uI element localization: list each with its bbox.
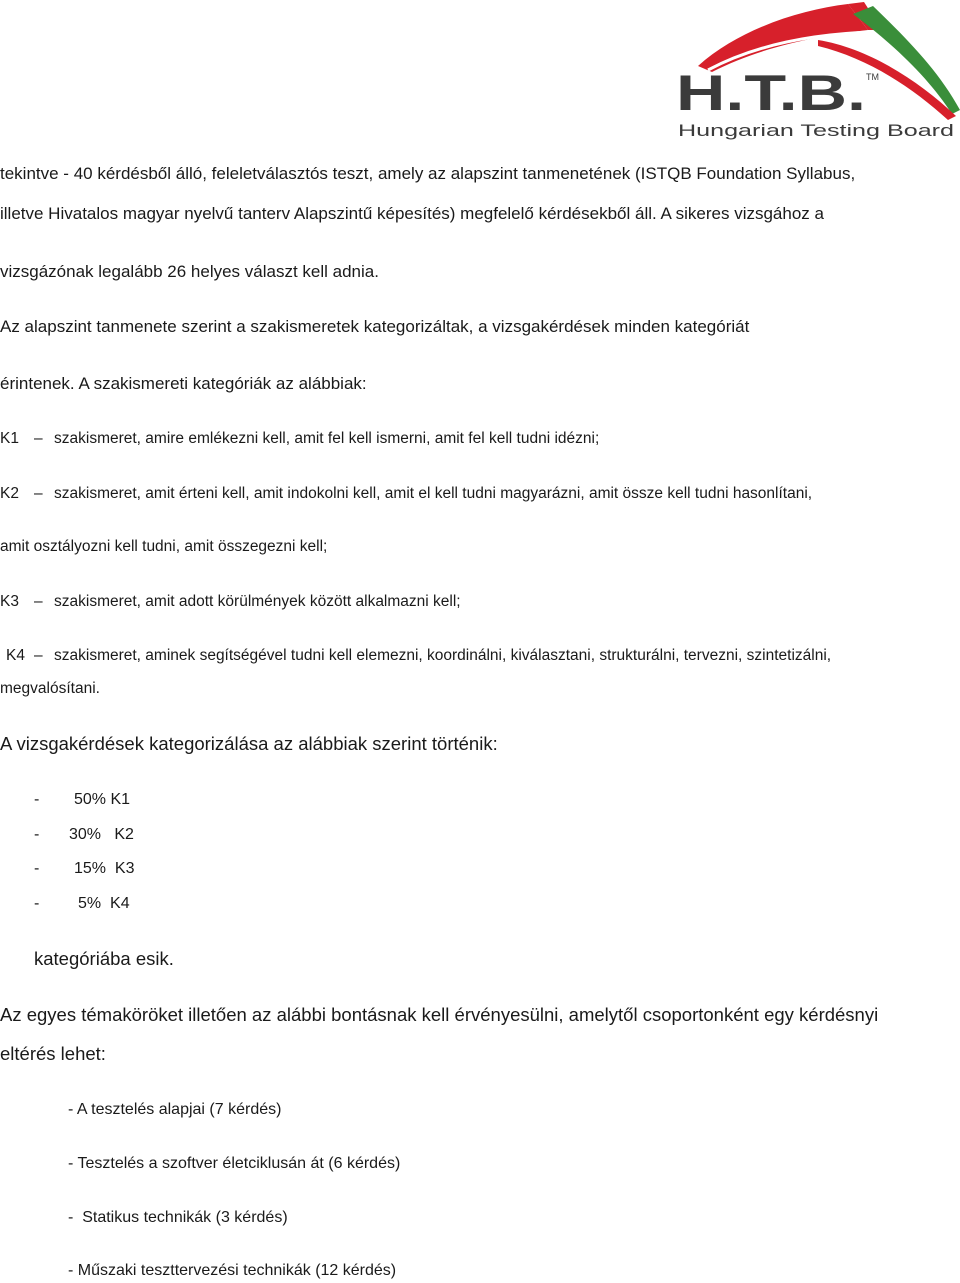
topic-item-1: - A tesztelés alapjai (7 kérdés) [68, 1101, 282, 1118]
k3-dash: – [34, 593, 43, 610]
k4-continuation: megvalósítani. [0, 680, 100, 697]
distribution-item-3 [34, 858, 134, 880]
distribution-text: 5% K4 [78, 895, 130, 912]
k1-row [0, 428, 599, 450]
categories-intro-line-1: Az alapszint tanmenete szerint a szakismeretek kategorizáltak, a vizsgakérdések minden kategóriát [0, 317, 750, 336]
distribution-footer: kategóriába esik. [34, 948, 174, 969]
categories-intro-line-2: érintenek. A szakismereti kategóriák az alábbiak: [0, 374, 367, 393]
topic-item-2: - Tesztelés a szoftver életciklusán át (6 kérdés) [68, 1155, 401, 1172]
k4-dash: – [34, 647, 43, 664]
logo-tm: TM [866, 72, 879, 82]
k2-continuation: amit osztályozni kell tudni, amit összegezni kell; [0, 538, 328, 555]
distribution-dash: - [34, 860, 40, 877]
k2-text: szakismeret, amit érteni kell, amit indokolni kell, amit el kell tudni magyarázni, amit össze kell tudni hasonlítani, [54, 485, 813, 502]
topics-intro-line-2: eltérés lehet: [0, 1043, 106, 1064]
distribution-item-1 [34, 789, 130, 811]
distribution-text: 30% K2 [69, 826, 134, 843]
k4-text: szakismeret, aminek segítségével tudni kell elemezni, koordinálni, kiválasztani, strukturálni, tervezni, szintetizálni, [54, 647, 832, 664]
topics-intro-line-1: Az egyes témaköröket illetően az alábbi bontásnak kell érvényesülni, amelytől csoportonként egy kérdésnyi [0, 1004, 879, 1025]
htb-logo [668, 0, 960, 145]
topic-item-3: - Statikus technikák (3 kérdés) [68, 1209, 288, 1226]
intro-line-3: vizsgázónak legalább 26 helyes választ kell adnia. [0, 262, 379, 281]
distribution-text: 15% K3 [74, 860, 135, 877]
k4-row [0, 645, 831, 667]
k3-text: szakismeret, amit adott körülmények között alkalmazni kell; [54, 593, 461, 610]
intro-line-2: illetve Hivatalos magyar nyelvű tanterv Alapszintű képesítés) megfelelő kérdésekből áll. A sikeres vizsgához a [0, 204, 824, 223]
distribution-dash: - [34, 826, 40, 843]
intro-line-1: tekintve - 40 kérdésből álló, feleletválasztós teszt, amely az alapszint tanmenetének (ISTQB Foundation Syllabus, [0, 164, 856, 183]
distribution-text: 50% K1 [74, 791, 131, 808]
logo-letters: H.T.B. [676, 65, 866, 121]
distribution-item-4 [34, 893, 130, 915]
k2-row [0, 483, 812, 505]
k3-label: K3 [0, 593, 19, 610]
k4-label: K4 [6, 647, 25, 664]
topic-item-4: - Műszaki teszttervezési technikák (12 kérdés) [68, 1262, 397, 1279]
logo-subtitle: Hungarian Testing Board [678, 121, 954, 140]
distribution-dash: - [34, 895, 40, 912]
distribution-item-2 [34, 824, 134, 846]
k2-label: K2 [0, 485, 19, 502]
distribution-dash: - [34, 791, 40, 808]
k2-dash: – [34, 485, 43, 502]
k3-row [0, 591, 461, 613]
k1-label: K1 [0, 430, 19, 447]
k1-text: szakismeret, amire emlékezni kell, amit fel kell ismerni, amit fel kell tudni idézni; [54, 430, 600, 447]
k1-dash: – [34, 430, 43, 447]
distribution-heading: A vizsgakérdések kategorizálása az alábbiak szerint történik: [0, 733, 498, 754]
